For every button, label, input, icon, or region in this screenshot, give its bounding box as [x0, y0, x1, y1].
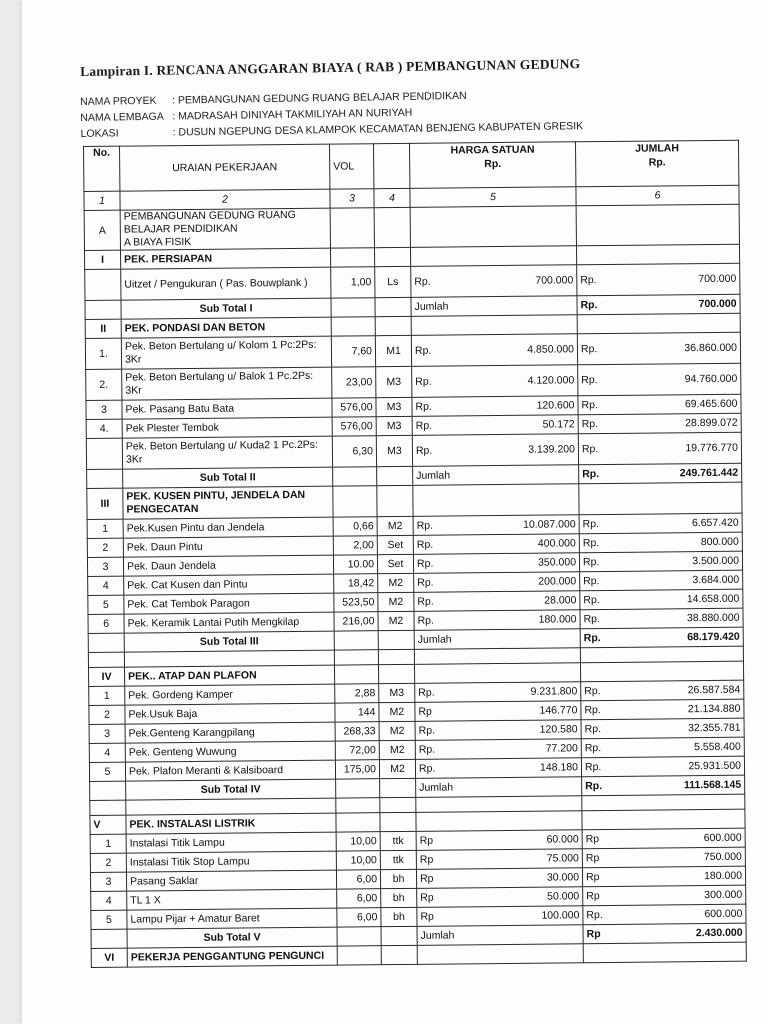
- currency: Rp.: [416, 557, 434, 570]
- cell-unit: M2: [379, 740, 415, 759]
- cell-desc: Instalasi Titik Stop Lampu: [126, 851, 336, 872]
- cell-no: [85, 269, 121, 300]
- jumlah-value: 3.500.000: [692, 554, 740, 568]
- cell-desc: Pek. Daun Jendela: [123, 555, 333, 576]
- cell-no: 2: [87, 538, 123, 557]
- cell-harga: [412, 434, 578, 467]
- subtotal-cell: [579, 463, 742, 484]
- cell-harga: [413, 515, 579, 536]
- cell-vol: 72,00: [335, 741, 379, 760]
- currency: Rp: [586, 890, 600, 903]
- currency: Rp.: [418, 743, 436, 756]
- harga-value: 4.850.000: [527, 343, 575, 356]
- cell-harga: [414, 572, 580, 593]
- header-jumlah-label: JUMLAH: [635, 142, 679, 155]
- subtotal-cell: [580, 627, 743, 648]
- cell-jumlah: [579, 513, 742, 534]
- currency: Rp: [585, 852, 600, 865]
- currency: Rp.: [586, 909, 603, 922]
- cell-harga: [415, 701, 581, 722]
- cell-no: 1: [87, 519, 123, 538]
- table-header-row: [84, 140, 739, 191]
- info-label: NAMA LEMBAGA: [80, 110, 164, 124]
- cell-desc: Pek. Keramik Lantai Putih Mengkilap: [124, 612, 334, 633]
- info-label: LOKASI: [80, 127, 119, 140]
- currency: Rp.: [581, 443, 599, 456]
- cell-jumlah: [578, 394, 741, 415]
- subtotal-cell: [583, 923, 746, 944]
- cell-jumlah: [577, 263, 740, 296]
- jumlah-value: 5.558.400: [694, 740, 741, 754]
- rab-table-wrapper: [83, 140, 747, 968]
- cell-no: 2.: [86, 369, 122, 400]
- section-no: I: [85, 250, 121, 269]
- currency: Rp.: [416, 538, 434, 551]
- intro-line: A BIAYA FISIK: [123, 235, 192, 249]
- jumlah-value: 32.355.781: [687, 721, 741, 735]
- currency: Rp.: [416, 519, 434, 532]
- currency: Rp.: [581, 418, 599, 431]
- cell-vol: 10,00: [336, 851, 380, 870]
- harga-value: 148.180: [539, 761, 579, 774]
- cell-desc: Pek. Pasang Batu Bata: [122, 398, 332, 419]
- cell-harga: [416, 849, 582, 870]
- currency: Rp.: [582, 537, 600, 550]
- cell-harga: [414, 591, 580, 612]
- cell-harga: [415, 758, 581, 779]
- jumlah-value: 180.000: [704, 869, 743, 883]
- cell-desc: Pek. Genteng Wuwung: [125, 741, 335, 762]
- cell-harga: [416, 830, 582, 851]
- cell-vol: 10.00: [333, 555, 377, 574]
- section-title: PEK. PERSIAPAN: [121, 248, 331, 269]
- cell-harga: [417, 887, 583, 908]
- jumlah-value: 19.776.770: [685, 441, 738, 455]
- project-info: [80, 85, 641, 142]
- cell-vol: 18,42: [334, 574, 378, 593]
- cell-jumlah: [581, 718, 744, 739]
- cell-desc: Pek.Kusen Pintu dan Jendela: [123, 517, 333, 538]
- jumlah-value: 21.134.880: [687, 702, 741, 716]
- cell-vol: 10,00: [336, 832, 380, 851]
- colnum: 2: [120, 189, 330, 210]
- header-harga-label: HARGA SATUAN: [450, 143, 535, 157]
- cell-vol: 175,00: [335, 760, 379, 779]
- header-harga: [409, 142, 575, 189]
- colnum: 3: [330, 189, 374, 208]
- cell-vol: 576,00: [332, 398, 376, 417]
- harga-value: 3.139.200: [528, 443, 575, 456]
- cell-no: 2: [90, 853, 126, 872]
- harga-value: 28.000: [544, 594, 577, 607]
- cell-unit: M2: [378, 611, 414, 630]
- header-harga-unit: Rp.: [484, 157, 502, 171]
- section-no: III: [87, 488, 123, 519]
- rab-table: [83, 140, 747, 968]
- currency: Rp.: [580, 274, 597, 287]
- currency: Rp.: [584, 761, 602, 774]
- cell-desc: Pek. Cat Tembok Paragon: [124, 593, 334, 614]
- cell-vol: 6,00: [337, 908, 381, 927]
- cell-no: 5: [89, 762, 125, 781]
- harga-value: 180.000: [538, 613, 577, 626]
- jumlah-label: Jumlah: [411, 296, 577, 317]
- cell-no: 4: [88, 576, 124, 595]
- harga-value: 120.580: [539, 723, 578, 736]
- subtotal-cell: [577, 294, 740, 315]
- currency: Rp: [585, 871, 600, 884]
- cell-harga: [413, 553, 579, 574]
- jumlah-value: 6.657.420: [691, 516, 739, 530]
- jumlah-value: 69.465.600: [684, 397, 738, 411]
- cell-unit: bh: [381, 888, 417, 907]
- currency: Rp.: [583, 632, 601, 645]
- cell-desc: Pek. Gordeng Kamper: [125, 684, 335, 705]
- currency: Rp: [419, 853, 434, 866]
- cell-unit: M2: [378, 573, 414, 592]
- jumlah-label: Jumlah: [417, 925, 583, 946]
- harga-value: 146.770: [539, 704, 578, 717]
- cell-jumlah: [581, 756, 744, 777]
- cell-jumlah: [583, 904, 746, 925]
- cell-unit: M3: [376, 397, 412, 416]
- jumlah-value: 750.000: [703, 850, 742, 864]
- cell-vol: 6,00: [336, 870, 380, 889]
- subtotal-label: Sub Total II: [123, 467, 333, 488]
- jumlah-value: 800.000: [700, 535, 739, 549]
- cell-jumlah: [579, 532, 742, 553]
- cell-no: [86, 438, 122, 469]
- cell-jumlah: [581, 699, 744, 720]
- cell-no: 4: [91, 891, 127, 910]
- currency: Rp.: [415, 400, 432, 413]
- harga-value: 4.120.000: [527, 374, 575, 387]
- cell-unit: M3: [376, 366, 412, 397]
- section-no: V: [90, 815, 126, 834]
- currency: Rp.: [417, 595, 434, 608]
- jumlah-value: 94.760.000: [684, 372, 738, 386]
- section-title: PEKERJA PENGGANTUNG PENGUNCI: [127, 946, 337, 967]
- jumlah-value: 38.880.000: [686, 611, 740, 625]
- jumlah-value: 28.899.072: [685, 416, 738, 430]
- harga-value: 200.000: [538, 575, 577, 588]
- cell-jumlah: [579, 551, 742, 572]
- cell-desc: Pek.Genteng Karangpilang: [125, 722, 335, 743]
- cell-jumlah: [583, 885, 746, 906]
- harga-value: 50.000: [547, 890, 580, 903]
- cell-no: 3: [89, 724, 125, 743]
- cell-unit: M3: [376, 435, 412, 466]
- cell-jumlah: [578, 432, 741, 465]
- currency: Rp.: [581, 374, 598, 387]
- currency: Rp.: [580, 343, 598, 356]
- cell-unit: M2: [377, 516, 413, 535]
- cell-desc: Uitzet / Pengukuran ( Pas. Bouwplank ): [121, 267, 331, 300]
- cell-no: 5: [91, 910, 127, 929]
- intro-line: PEMBANGUNAN GEDUNG RUANG: [123, 208, 296, 223]
- intro-text: [120, 208, 330, 250]
- cell-unit: M2: [379, 702, 415, 721]
- cell-desc: Instalasi Titik Lampu: [126, 832, 336, 853]
- header-jumlah-unit: Rp.: [648, 156, 666, 169]
- intro-row: [84, 204, 739, 250]
- harga-value: 75.000: [546, 852, 579, 865]
- jumlah-value: 14.658.000: [686, 592, 740, 606]
- currency: Rp.: [581, 399, 598, 412]
- cell-desc: Pasang Saklar: [126, 870, 336, 891]
- document-title: Lampiran I. RENCANA ANGGARAN BIAYA ( RAB ) PEMBANGUNAN GEDUNG: [80, 56, 581, 79]
- cell-desc: Pek. Beton Bertulang u/ Kolom 1 Pc:2Ps: 3Kr: [121, 336, 331, 369]
- currency: Rp.: [584, 704, 601, 717]
- cell-harga: [415, 739, 581, 760]
- harga-value: 350.000: [537, 556, 577, 569]
- cell-vol: 576,00: [332, 417, 376, 436]
- cell-unit: ttk: [380, 850, 416, 869]
- cell-harga: [416, 868, 582, 889]
- currency: Rp.: [582, 556, 600, 569]
- cell-jumlah: [577, 332, 740, 365]
- currency: Rp.: [585, 780, 603, 793]
- cell-desc: Pek.Usuk Baja: [125, 703, 335, 724]
- currency: Rp.: [417, 576, 434, 589]
- cell-jumlah: [580, 608, 743, 629]
- cell-no: 6: [88, 614, 124, 633]
- currency: Rp.: [583, 594, 600, 607]
- cell-harga: [413, 534, 579, 555]
- currency: Rp.: [415, 375, 432, 388]
- jumlah-value: 300.000: [704, 888, 743, 902]
- cell-no: 2: [89, 705, 125, 724]
- currency: Rp.: [584, 685, 601, 698]
- section-no: II: [85, 319, 121, 338]
- colnum: 5: [410, 187, 576, 208]
- cell-no: 1: [89, 686, 125, 705]
- currency: Rp: [586, 928, 601, 941]
- subtotal-value: 249.761.442: [679, 466, 739, 480]
- section-title: PEK.. ATAP DAN PLAFON: [125, 665, 335, 686]
- cell-jumlah: [580, 570, 743, 591]
- cell-desc: Pek Plester Tembok: [122, 417, 332, 438]
- cell-harga: [411, 265, 577, 298]
- currency: Rp.: [418, 724, 436, 737]
- currency: Rp: [420, 910, 434, 923]
- cell-jumlah: [580, 589, 743, 610]
- cell-no: 4.: [86, 419, 122, 438]
- cell-no: 1.: [85, 338, 121, 369]
- header-no: No.: [84, 146, 120, 191]
- cell-harga: [412, 365, 578, 398]
- cell-jumlah: [582, 828, 745, 849]
- cell-vol: 6,00: [337, 889, 381, 908]
- jumlah-value: 700.000: [698, 272, 737, 286]
- intro-no: A: [84, 210, 120, 250]
- header-jumlah: [575, 140, 738, 187]
- cell-vol: 268,33: [335, 722, 379, 741]
- cell-unit: Set: [377, 535, 413, 554]
- section-title: PEK. INSTALASI LISTRIK: [126, 813, 336, 834]
- cell-desc: TL 1 X: [127, 889, 337, 910]
- cell-desc: Pek. Beton Bertulang u/ Kuda2 1 Pc.2Ps: 3Kr: [122, 436, 332, 469]
- cell-no: 3: [90, 872, 126, 891]
- harga-value: 400.000: [537, 537, 576, 550]
- currency: Rp.: [580, 299, 598, 312]
- subtotal-value: 111.568.145: [683, 778, 742, 792]
- subtotal-value: 700.000: [698, 297, 737, 311]
- info-label: NAMA PROYEK: [80, 94, 157, 108]
- jumlah-value: 600.000: [704, 907, 743, 921]
- jumlah-value: 25.931.500: [688, 759, 742, 773]
- cell-no: 5: [88, 595, 124, 614]
- cell-harga: [412, 415, 578, 436]
- currency: Rp.: [415, 444, 433, 457]
- cell-unit: M3: [379, 683, 415, 702]
- currency: Rp.: [415, 419, 433, 432]
- jumlah-label: Jumlah: [416, 777, 582, 798]
- cell-vol: 1,00: [331, 267, 375, 298]
- cell-harga: [411, 334, 577, 367]
- cell-unit: Ls: [375, 266, 411, 297]
- cell-vol: 6,30: [332, 436, 376, 467]
- harga-value: 10.087.000: [523, 518, 576, 531]
- cell-unit: M2: [379, 721, 415, 740]
- subtotal-value: 68.179.420: [687, 630, 740, 644]
- currency: Rp.: [414, 275, 431, 288]
- cell-no: 3: [86, 400, 122, 419]
- info-value: : DUSUN NGEPUNG DESA KLAMPOK KECAMATAN BENJENG KABUPATEN GRESIK: [172, 120, 584, 139]
- harga-value: 30.000: [546, 871, 580, 884]
- subtotal-label: Sub Total I: [121, 298, 331, 319]
- jumlah-label: Jumlah: [413, 465, 579, 486]
- cell-unit: M2: [379, 759, 415, 778]
- cell-unit: ttk: [380, 831, 416, 850]
- cell-no: 3: [87, 557, 123, 576]
- subtotal-label: Sub Total V: [127, 927, 337, 948]
- section-title: PEK. KUSEN PINTU, JENDELA DAN PENGECATAN: [123, 486, 333, 519]
- currency: Rp.: [582, 468, 600, 481]
- cell-jumlah: [578, 413, 741, 434]
- cell-harga: [415, 682, 581, 703]
- cell-jumlah: [578, 363, 741, 396]
- cell-unit: Set: [377, 554, 413, 573]
- cell-jumlah: [581, 737, 744, 758]
- currency: Rp: [419, 834, 434, 847]
- currency: Rp: [418, 705, 432, 718]
- cell-desc: Pek. Daun Pintu: [123, 536, 333, 557]
- colnum: 4: [374, 188, 410, 207]
- jumlah-value: 600.000: [703, 831, 742, 845]
- colnum: 6: [576, 185, 739, 206]
- harga-value: 120.600: [536, 399, 575, 412]
- harga-value: 60.000: [546, 833, 579, 846]
- currency: Rp.: [582, 518, 600, 531]
- cell-harga: [414, 610, 580, 631]
- section-title: PEK. PONDASI DAN BETON: [121, 317, 331, 338]
- subtotal-label: Sub Total IV: [126, 779, 336, 800]
- currency: Rp.: [418, 686, 435, 699]
- currency: Rp: [585, 833, 600, 846]
- cell-desc: Lampu Pijar + Amatur Baret: [127, 908, 337, 929]
- cell-desc: Pek. Plafon Meranti & Kalsiboard: [125, 760, 335, 781]
- harga-value: 700.000: [535, 274, 574, 287]
- harga-value: 50.172: [542, 418, 575, 431]
- jumlah-value: 3.684.000: [692, 573, 740, 587]
- colnum: 1: [84, 191, 120, 210]
- cell-unit: bh: [380, 869, 416, 888]
- currency: Rp.: [417, 614, 434, 627]
- subtotal-label: Sub Total III: [124, 631, 334, 652]
- jumlah-value: 36.860.000: [684, 341, 738, 355]
- cell-desc: Pek. Cat Kusen dan Pintu: [124, 574, 334, 595]
- jumlah-value: 26.587.584: [687, 683, 741, 697]
- section-no: IV: [89, 667, 125, 686]
- cell-vol: 0,66: [333, 517, 377, 536]
- section-no: VI: [91, 948, 127, 967]
- cell-jumlah: [581, 680, 744, 701]
- currency: Rp.: [583, 575, 600, 588]
- cell-unit: M1: [375, 335, 411, 366]
- subtotal-value: 2.430.000: [695, 926, 743, 940]
- currency: Rp.: [583, 613, 600, 626]
- cell-jumlah: [582, 866, 745, 887]
- cell-no: 1: [90, 834, 126, 853]
- header-vol: VOL: [329, 144, 373, 189]
- cell-jumlah: [582, 847, 745, 868]
- harga-value: 77.200: [545, 742, 578, 755]
- currency: Rp.: [584, 723, 602, 736]
- currency: Rp: [419, 872, 434, 885]
- header-uraian: URAIAN PEKERJAAN: [120, 144, 330, 191]
- cell-harga: [412, 396, 578, 417]
- cell-harga: [417, 906, 583, 927]
- harga-value: 9.231.800: [530, 685, 578, 698]
- cell-vol: 23,00: [332, 367, 376, 398]
- cell-vol: 7,60: [331, 336, 375, 367]
- cell-vol: 2,00: [333, 536, 377, 555]
- info-value: : PEMBANGUNAN GEDUNG RUANG BELAJAR PENDIDIKAN: [172, 89, 467, 107]
- subtotal-cell: [582, 775, 745, 796]
- cell-no: 4: [89, 743, 125, 762]
- jumlah-label: Jumlah: [414, 629, 580, 650]
- header-unit-blank: [373, 143, 409, 188]
- currency: Rp.: [418, 762, 436, 775]
- intro-line: BELAJAR PENDIDIKAN: [123, 222, 238, 236]
- cell-harga: [415, 720, 581, 741]
- cell-vol: 216,00: [334, 612, 378, 631]
- harga-value: 100.000: [541, 909, 580, 922]
- cell-unit: M2: [378, 592, 414, 611]
- cell-unit: M3: [376, 416, 412, 435]
- currency: Rp.: [414, 344, 432, 357]
- cell-vol: 2,88: [335, 684, 379, 703]
- cell-desc: Pek. Beton Bertulang u/ Balok 1 Pc.2Ps: 3Kr: [122, 367, 332, 400]
- currency: Rp: [420, 891, 434, 904]
- cell-vol: 144: [335, 703, 379, 722]
- currency: Rp.: [584, 742, 602, 755]
- cell-unit: bh: [381, 907, 417, 926]
- info-value: : MADRASAH DINIYAH TAKMILIYAH AN NURIYAH: [172, 106, 413, 123]
- cell-vol: 523,50: [334, 593, 378, 612]
